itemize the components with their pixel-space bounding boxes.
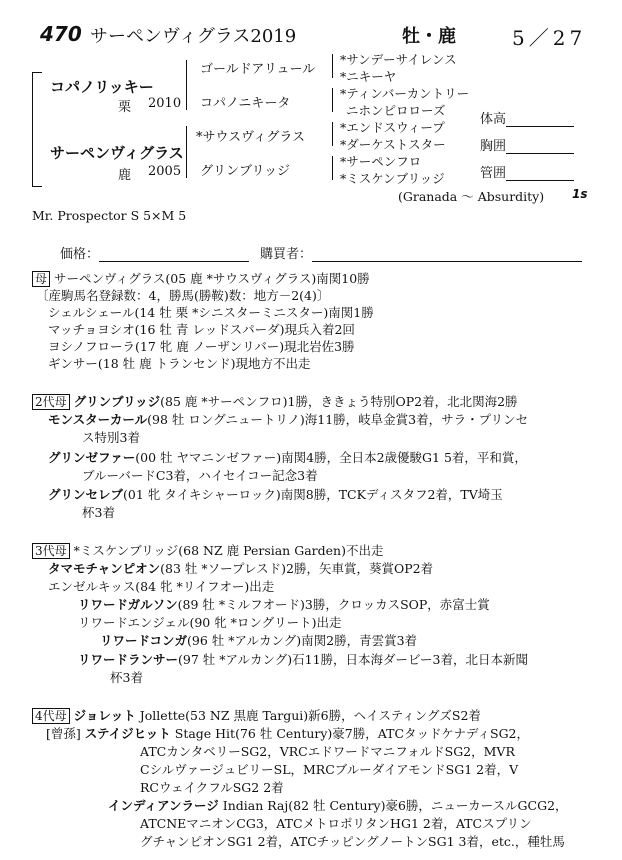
gen3-2: *ニキーヤ xyxy=(340,69,397,84)
gen2-dam-dam: グリンブリッジ xyxy=(200,164,290,179)
sire-name: コパノリッキー xyxy=(50,78,154,96)
gen2-line-6: グリンセレブ(01 牝 タイキシャーロック)南関8勝，TCKディスタフ2着，TV埼玉 xyxy=(48,487,503,502)
gen4-line-8: グチャンピオンSG1 2着，ATCチッピングノートンSG1 3着，etc.，種牡馬 xyxy=(140,834,565,849)
gen2-dam-sire: *サウスヴィグラス xyxy=(196,130,305,145)
gen3-line-4: リワードガルソン(89 牡 *ミルフオード)3勝，クロッカスSOP，赤富士賞 xyxy=(78,597,490,612)
gen4-line-4: CシルヴァージュビリーSL，MRCブルーダイアモンドSG1 2着，V xyxy=(140,762,519,777)
section-tag-dam: 母 xyxy=(32,271,50,287)
gen2-line-4: グリンゼファー(00 牡 ヤマニンゼファー)南関4勝，全日本2歳優駿G1 5着，平和賞， xyxy=(48,450,527,465)
gen4-line-1: 4代母 ジョレット Jollette(53 NZ 黒鹿 Targui)新6勝，ヘイスティングズS2着 xyxy=(32,708,481,724)
dam-line-2: 〔産駒馬名登録数：4，勝馬(勝鞍)数：地方－2(4)〕 xyxy=(36,288,330,303)
sex-color: 牡・鹿 xyxy=(402,26,456,47)
gen2-line-1: 2代母 グリンブリッジ(85 鹿 *サーペンフロ)1勝，ききょう特別OP2着，北北関海2勝 xyxy=(32,394,518,410)
section-tag-gen2: 2代母 xyxy=(32,394,70,410)
gen2-line-5: ブルーバードC3着，ハイセイコー記念3着 xyxy=(82,468,318,483)
gen4-line-2: [曾孫] ステイジヒット Stage Hit(76 牡 Century)豪7勝，ATCタッドケナディSG2， xyxy=(46,726,530,741)
section-tag-gen4: 4代母 xyxy=(32,708,70,724)
sire-year: 2010 xyxy=(148,96,182,111)
pedigree-left-bracket xyxy=(32,72,33,187)
dam-line-1: 母 サーペンヴィグラス(05 鹿 *サウスヴィグラス)南関10勝 xyxy=(32,271,370,287)
gen2-sire-sire: ゴールドアリュール xyxy=(200,62,316,77)
gen3-line-1: 3代母 *ミスケンブリッジ(68 NZ 鹿 Persian Garden)不出走 xyxy=(32,543,383,559)
height-label: 体高 xyxy=(480,112,507,127)
sire-color: 栗 xyxy=(118,100,132,115)
gen3-line-2: タマモチャンピオン(83 牡 *ソープレスド)2勝，矢車賞，葵賞OP2着 xyxy=(48,561,434,576)
pedigree-note: (Granada ～ Absurdity) xyxy=(398,189,545,204)
gen2-sire-dam: コパノニキータ xyxy=(200,96,291,111)
dam-line-3: シェルシェール(14 牡 栗 *シニスターミニスター)南関1勝 xyxy=(48,305,374,320)
gen3-line-7: リワードランサー(97 牡 *アルカング)石11勝，日本海ダービー3着，北日本新聞 xyxy=(78,652,528,667)
gen4-line-6: インディアンラージ Indian Raj(82 牡 Century)豪6勝，ニューカースルGCG2， xyxy=(108,798,568,813)
gen3-6: *ダーケストスター xyxy=(340,137,446,152)
dam-line-6: ギンサー(18 牡 鹿 トランセンド)現地方不出走 xyxy=(48,356,311,371)
gen3-3: *ティンバーカントリー xyxy=(340,86,470,101)
gen3-7: *サーペンフロ xyxy=(340,154,422,169)
dam-line-4: マッチョヨシオ(16 牡 青 レッドスパーダ)現兵入着2回 xyxy=(48,322,355,337)
section-tag-gen3: 3代母 xyxy=(32,543,70,559)
gen2-line-2: モンスターカール(98 牡 ロングニュートリノ)海11勝，岐阜金賞3着，サラ・プリンセ xyxy=(48,412,529,427)
sale-date: 5／27 xyxy=(512,26,587,50)
height-field[interactable] xyxy=(480,108,574,127)
cannon-label: 管囲 xyxy=(480,166,507,181)
inbreeding: Mr. Prospector S 5×M 5 xyxy=(32,208,187,223)
entry-number: 470 xyxy=(40,22,82,46)
gen3-line-6: リワードコンガ(96 牡 *アルカング)南関2勝，青雲賞3着 xyxy=(100,633,418,648)
gen2-line-3: ス特別3着 xyxy=(82,430,140,445)
gen4-line-3: ATCカンタベリーSG2，VRCエドワードマニフォルドSG2，MVR xyxy=(140,744,515,759)
dam-year: 2005 xyxy=(148,164,182,179)
buyer-field[interactable] xyxy=(260,243,582,262)
gen3-line-5: リワードエンジェル(90 牝 *ロングリート)出走 xyxy=(78,615,342,630)
gen3-line-3: エンゼルキッス(84 牝 *リイフオー)出走 xyxy=(48,579,275,594)
cannon-field[interactable] xyxy=(480,162,574,181)
horse-name: サーペンヴィグラス2019 xyxy=(90,26,297,47)
gen4-line-7: ATCNEマニオンCG3，ATCメトロポリタンHG1 2着，ATCスプリン xyxy=(140,816,532,831)
price-field[interactable] xyxy=(60,243,249,262)
girth-field[interactable] xyxy=(480,135,574,154)
price-label: 価格： xyxy=(60,247,100,262)
gen3-4: ニホンピロローズ xyxy=(346,103,446,118)
dam-name: サーペンヴィグラス xyxy=(50,144,184,162)
gen3-1: *サンデーサイレンス xyxy=(340,52,457,67)
gen2-line-7: 杯3着 xyxy=(82,505,115,520)
pedigree-note-right: 1s xyxy=(572,187,588,201)
buyer-label: 購買者： xyxy=(260,247,313,262)
gen4-line-5: RCウェイクフルSG2 2着 xyxy=(140,780,284,795)
gen3-5: *エンドスウィープ xyxy=(340,120,445,135)
dam-color: 鹿 xyxy=(118,168,132,183)
girth-label: 胸囲 xyxy=(480,139,507,154)
gen3-line-8: 杯3着 xyxy=(110,670,143,685)
gen3-8: *ミスケンブリッジ xyxy=(340,171,445,186)
dam-line-5: ヨシノフローラ(17 牝 鹿 ノーザンリバー)現北岩佐3勝 xyxy=(48,339,355,354)
